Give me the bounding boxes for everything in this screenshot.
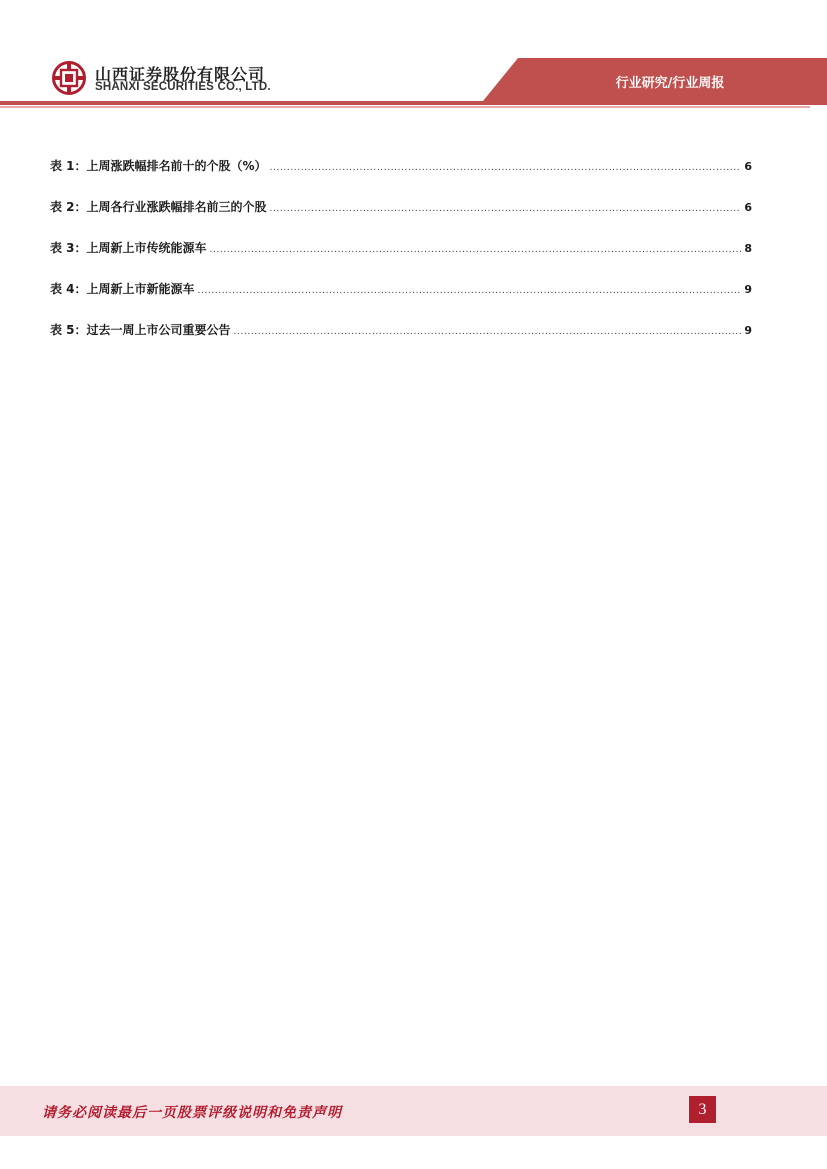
toc-entry-page: 9: [744, 324, 752, 337]
toc-entry[interactable]: [50, 239, 752, 280]
toc-entry-page: 6: [744, 160, 752, 173]
toc-entry-page: 8: [744, 242, 752, 255]
toc-entry-page: 6: [744, 201, 752, 214]
company-name-cn: 山西证券股份有限公司: [95, 65, 266, 84]
toc-leader-dots: [234, 327, 742, 337]
shanxi-securities-logo-icon: [52, 61, 86, 95]
toc-entry[interactable]: [50, 321, 752, 362]
disclaimer-notice: 请务必阅读最后一页股票评级说明和免责声明: [42, 1105, 342, 1121]
toc-entry-label: 表 2：上周各行业涨跌幅排名前三的个股: [50, 200, 267, 214]
page-header: [0, 0, 827, 110]
toc-leader-dots: [270, 204, 742, 214]
report-type-label: 行业研究/行业周报: [615, 76, 725, 91]
toc-leader-dots: [210, 245, 742, 255]
table-of-contents: [50, 157, 752, 362]
toc-entry-label: 表 4：上周新上市新能源车: [50, 282, 195, 296]
company-name-en: SHANXI SECURITIES CO., LTD.: [95, 81, 271, 93]
header-banner: [0, 0, 827, 110]
toc-leader-dots: [198, 286, 742, 296]
page-footer: [0, 1086, 827, 1136]
toc-entry-label: 表 1：上周涨跌幅排名前十的个股（%）: [50, 159, 267, 173]
toc-entry[interactable]: [50, 157, 752, 198]
toc-entry[interactable]: [50, 198, 752, 239]
toc-entry-label: 表 3：上周新上市传统能源车: [50, 241, 207, 255]
toc-entry[interactable]: [50, 280, 752, 321]
toc-entry-page: 9: [744, 283, 752, 296]
toc-leader-dots: [270, 163, 742, 173]
toc-entry-label: 表 5：过去一周上市公司重要公告: [50, 323, 231, 337]
page-number-badge: 3: [689, 1096, 716, 1123]
